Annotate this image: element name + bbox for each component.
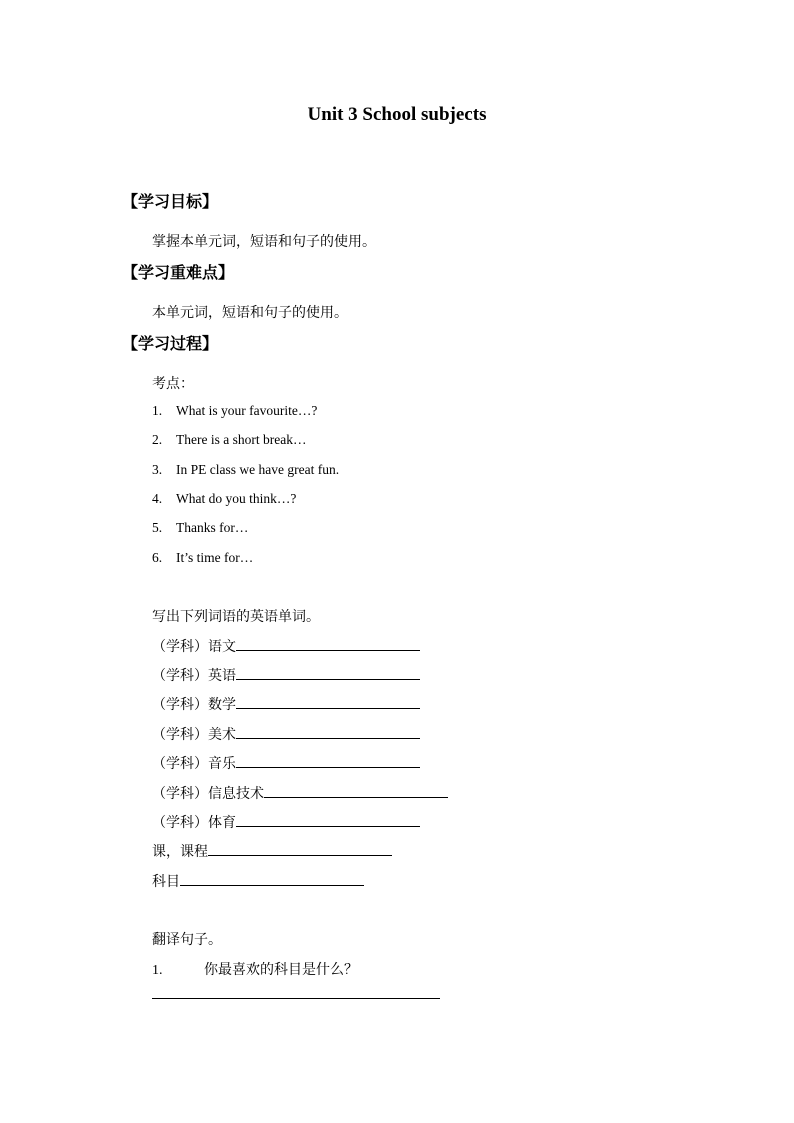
vocab-item — [152, 812, 420, 832]
vocab-item — [152, 724, 420, 744]
item-text: It’s time for… — [176, 550, 254, 565]
answer-blank[interactable] — [180, 871, 364, 886]
vocab-label: （学科）信息技术 — [152, 786, 264, 802]
item-number: 1. — [152, 963, 163, 978]
process-heading: 【学习过程】 — [122, 334, 219, 353]
vocab-instruction: 写出下列词语的英语单词。 — [152, 609, 320, 625]
item-text: There is a short break… — [176, 432, 307, 447]
answer-blank[interactable] — [236, 636, 420, 651]
vocab-item — [152, 841, 392, 861]
page-title: Unit 3 School subjects — [307, 104, 487, 125]
answer-blank[interactable] — [236, 812, 420, 827]
item-number: 5. — [152, 520, 163, 535]
vocab-label: （学科）美术 — [152, 727, 236, 743]
vocab-label: （学科）音乐 — [152, 756, 236, 772]
item-number: 6. — [152, 550, 163, 565]
item-text: What do you think…? — [176, 491, 297, 506]
test-points-label: 考点： — [152, 376, 194, 392]
item-text: In PE class we have great fun. — [176, 462, 340, 477]
answer-line[interactable] — [152, 998, 440, 999]
translate-item — [152, 959, 358, 979]
item-number: 1. — [152, 403, 163, 418]
vocab-label: （学科）体育 — [152, 815, 236, 831]
objectives-text: 掌握本单元词，短语和句子的使用。 — [152, 234, 376, 250]
vocab-item — [152, 636, 420, 656]
vocab-item — [152, 665, 420, 685]
vocab-item — [152, 783, 448, 803]
answer-blank[interactable] — [208, 841, 392, 856]
item-text: What is your favourite…? — [176, 403, 318, 418]
test-point-item — [152, 432, 306, 448]
key-points-heading: 【学习重难点】 — [122, 263, 235, 282]
objectives-heading: 【学习目标】 — [122, 192, 219, 211]
vocab-label: （学科）英语 — [152, 668, 236, 684]
vocab-item — [152, 871, 364, 891]
item-number: 2. — [152, 432, 163, 447]
item-text: Thanks for… — [176, 520, 249, 535]
answer-blank[interactable] — [236, 665, 420, 680]
answer-blank[interactable] — [236, 694, 420, 709]
item-number: 4. — [152, 491, 163, 506]
answer-blank[interactable] — [264, 783, 448, 798]
test-point-item — [152, 462, 339, 478]
vocab-label: 课，课程 — [152, 844, 208, 860]
vocab-item — [152, 694, 420, 714]
test-point-item — [152, 520, 248, 536]
vocab-label: 科目 — [152, 874, 180, 890]
test-point-item — [152, 403, 317, 419]
answer-blank[interactable] — [236, 753, 420, 768]
answer-blank[interactable] — [236, 724, 420, 739]
vocab-label: （学科）数学 — [152, 697, 236, 713]
translate-instruction: 翻译句子。 — [152, 932, 222, 948]
vocab-item — [152, 753, 420, 773]
test-point-item — [152, 491, 296, 507]
vocab-label: （学科）语文 — [152, 639, 236, 655]
item-number: 3. — [152, 462, 163, 477]
item-text: 你最喜欢的科目是什么？ — [204, 962, 358, 978]
test-point-item — [152, 550, 253, 566]
key-points-text: 本单元词，短语和句子的使用。 — [152, 305, 348, 321]
